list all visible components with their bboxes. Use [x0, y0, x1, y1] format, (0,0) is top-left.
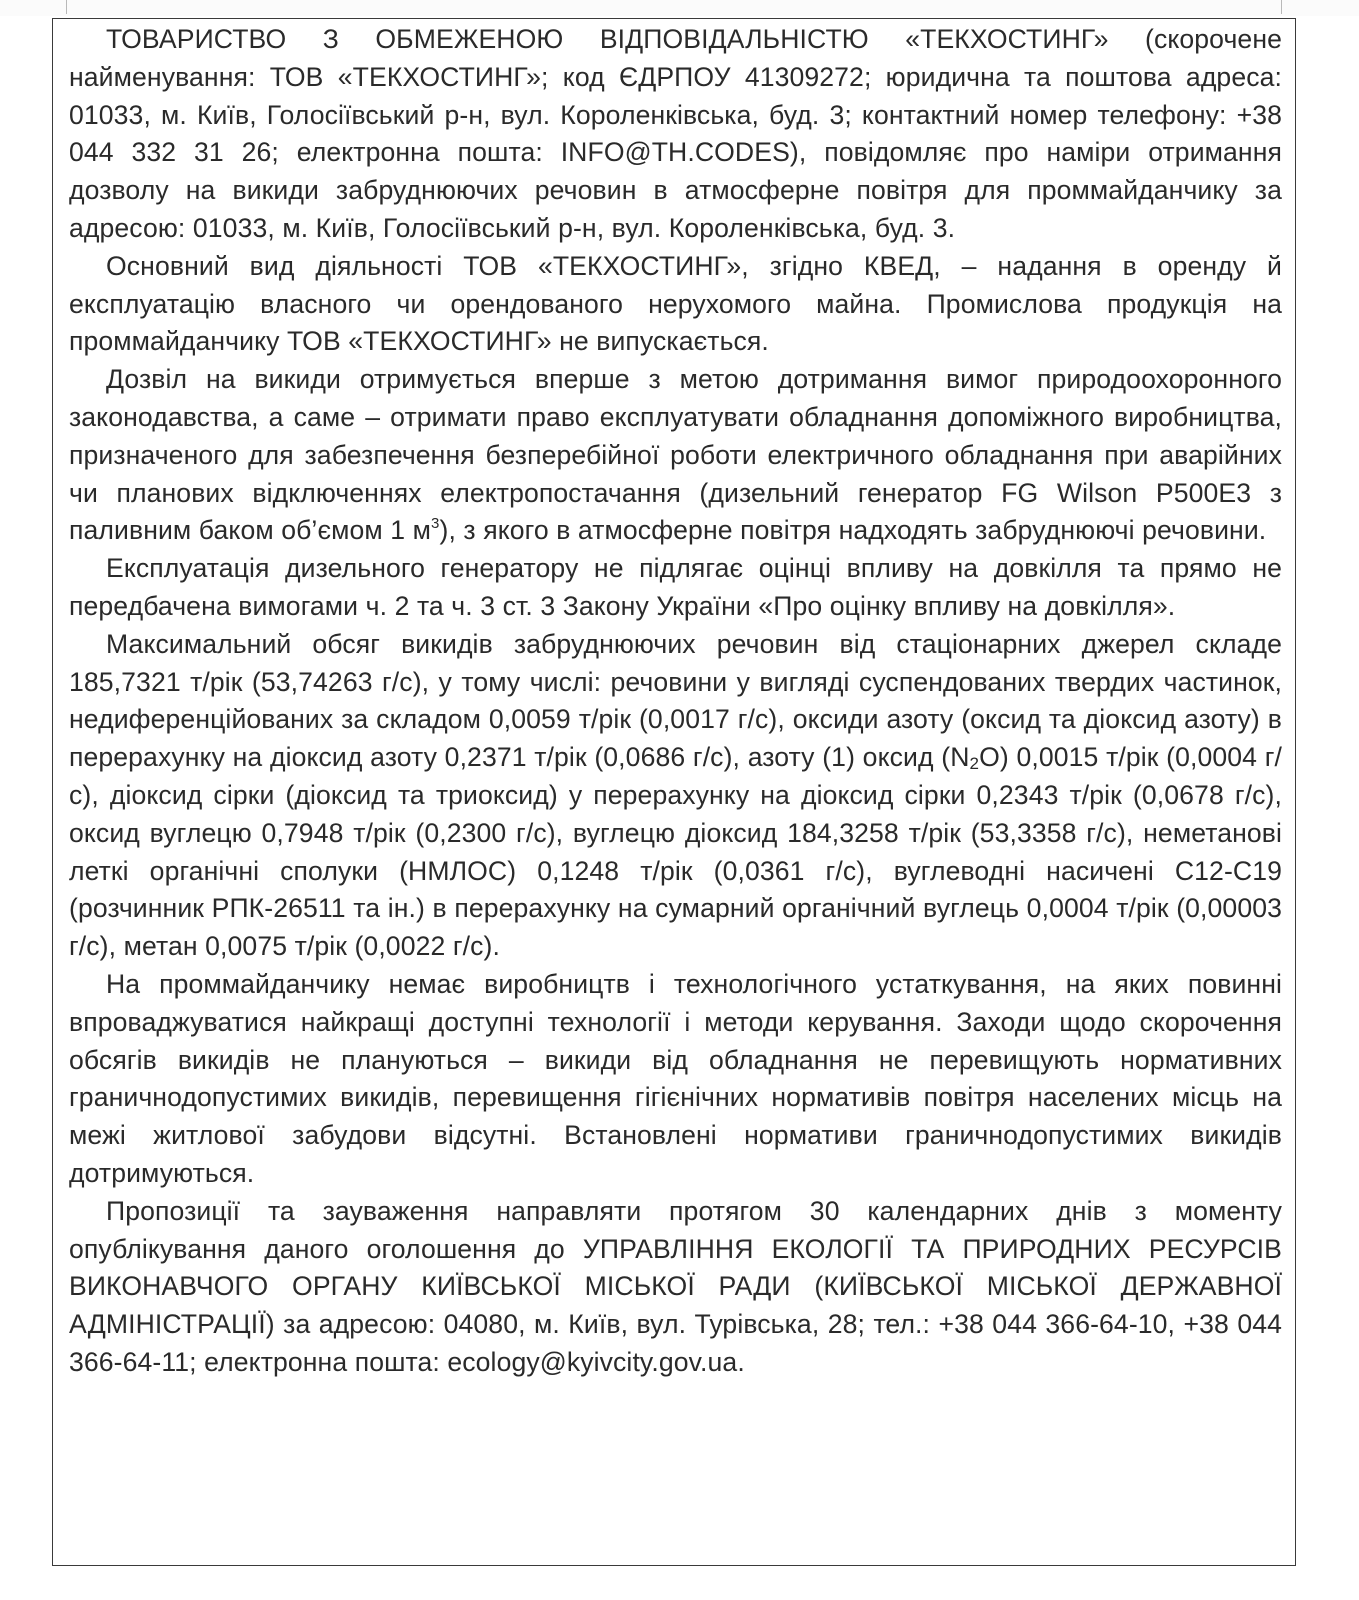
notice-text	[69, 21, 1282, 1382]
paragraph-main-activity: Основний вид діяльності ТОВ «ТЕКХОСТИНГ», згідно КВЕД, – надання в оренду й експлуатацію власного чи орендованого нерухомого майна. Промислова продукція на проммайданчику ТОВ «ТЕКХОСТИНГ» не випускається.	[69, 250, 1282, 357]
n2o-subscript: 2	[969, 754, 980, 774]
paragraph-permit-purpose	[69, 361, 1282, 550]
page-top-edge	[0, 0, 1359, 16]
emission-volumes-text-end: O) 0,0015 т/рік (0,0004 г/с), діоксид сірки (діоксид та триоксид) у перерахунку на діоксид сірки 0,2343 т/рік (0,0678 г/с), оксид вуглецю 0,7948 т/рік (0,2300 г/с), вуглецю діоксид 184,3258 т/рік (53,3358 г/с), неметанові леткі органічні сполуки (НМЛОС) 0,1248 т/рік (0,0361 г/с), вуглеводні насичені С12-С19 (розчинник РПК-26511 та ін.) в перерахунку на сумарний органічний вуглець 0,0004 т/рік (0,00003 г/с), метан 0,0075 т/рік (0,0022 г/с).	[69, 742, 1282, 962]
paragraph-comments-contact: Пропозиції та зауваження направляти протягом 30 календарних днів з моменту опублікування даного оголошення до УПРАВЛІННЯ ЕКОЛОГІЇ ТА ПРИРОДНИХ РЕСУРСІВ ВИКОНАВЧОГО ОРГАНУ КИЇВСЬКОЇ МІСЬКОЇ РАДИ (КИЇВСЬКОЇ МІСЬКОЇ ДЕРЖАВНОЇ АДМІНІСТРАЦІЇ) за адресою: 04080, м. Київ, вул. Турівська, 28; тел.: +38 044 366-64-10, +38 044 366-64-11; електронна пошта: ecology@kyivcity.gov.ua.	[69, 1195, 1282, 1377]
emission-volumes-text: Максимальний обсяг викидів забруднюючих речовин від стаціонарних джерел складе 185,7321 т/рік (53,74263 г/с), у тому числі: речовини у вигляді суспендованих твердих частинок, недиференційованих за складом 0,0059 т/рік (0,0017 г/с), оксиди азоту (оксид та діоксид азоту) в перерахунку на діоксид азоту 0,2371 т/рік (0,0686 г/с), азоту (1) оксид (N	[69, 628, 1282, 773]
top-edge-tick-right	[1281, 0, 1282, 14]
permit-purpose-text-end: ), з якого в атмосферне повітря надходять забруднюючі речовини.	[439, 515, 1267, 546]
cubic-superscript: 3	[431, 515, 440, 533]
paragraph-technologies: На проммайданчику немає виробництв і технологічного устаткування, на яких повинні впроваджуватися найкращі доступні технології і методи керування. Заходи щодо скорочення обсягів викидів не плануються – викиди від обладнання не перевищують нормативних граничнодопустимих викидів, перевищення гігієнічних нормативів повітря населених місць на межі житлової забудови відсутні. Встановлені нормативи граничнодопустимих викидів дотримуються.	[69, 968, 1282, 1188]
paragraph-impact-assessment: Експлуатація дизельного генератору не підлягає оцінці впливу на довкілля та прямо не передбачена вимогами ч. 2 та ч. 3 ст. 3 Закону України «Про оцінку впливу на довкілля».	[69, 553, 1282, 621]
permit-purpose-text: Дозвіл на викиди отримується вперше з метою дотримання вимог природоохоронного законодавства, а саме – отримати право експлуатувати обладнання допоміжного виробництва, призначеного для забезпечення безперебійної роботи електричного обладнання при аварійних чи планових відключеннях електропостачання (дизельний генератор FG Wilson P500E3 з паливним баком об’ємом 1 м	[69, 364, 1282, 546]
paragraph-company-intent: ТОВАРИСТВО З ОБМЕЖЕНОЮ ВІДПОВІДАЛЬНІСТЮ «ТЕКХОСТИНГ» (скорочене найменування: ТОВ «ТЕКХОСТИНГ»; код ЄДРПОУ 41309272; юридична та поштова адреса: 01033, м. Київ, Голосіївський р-н, вул. Короленківська, буд. 3; контактний номер телефону: +38 044 332 31 26; електронна пошта: INFO@TH.CODES), повідомляє про наміри отримання дозволу на викиди забруднюючих речовин в атмосферне повітря для проммайданчику за адресою: 01033, м. Київ, Голосіївський р-н, вул. Короленківська, буд. 3.	[69, 24, 1282, 243]
paragraph-emission-volumes	[69, 626, 1282, 966]
top-edge-tick-left	[66, 0, 67, 14]
